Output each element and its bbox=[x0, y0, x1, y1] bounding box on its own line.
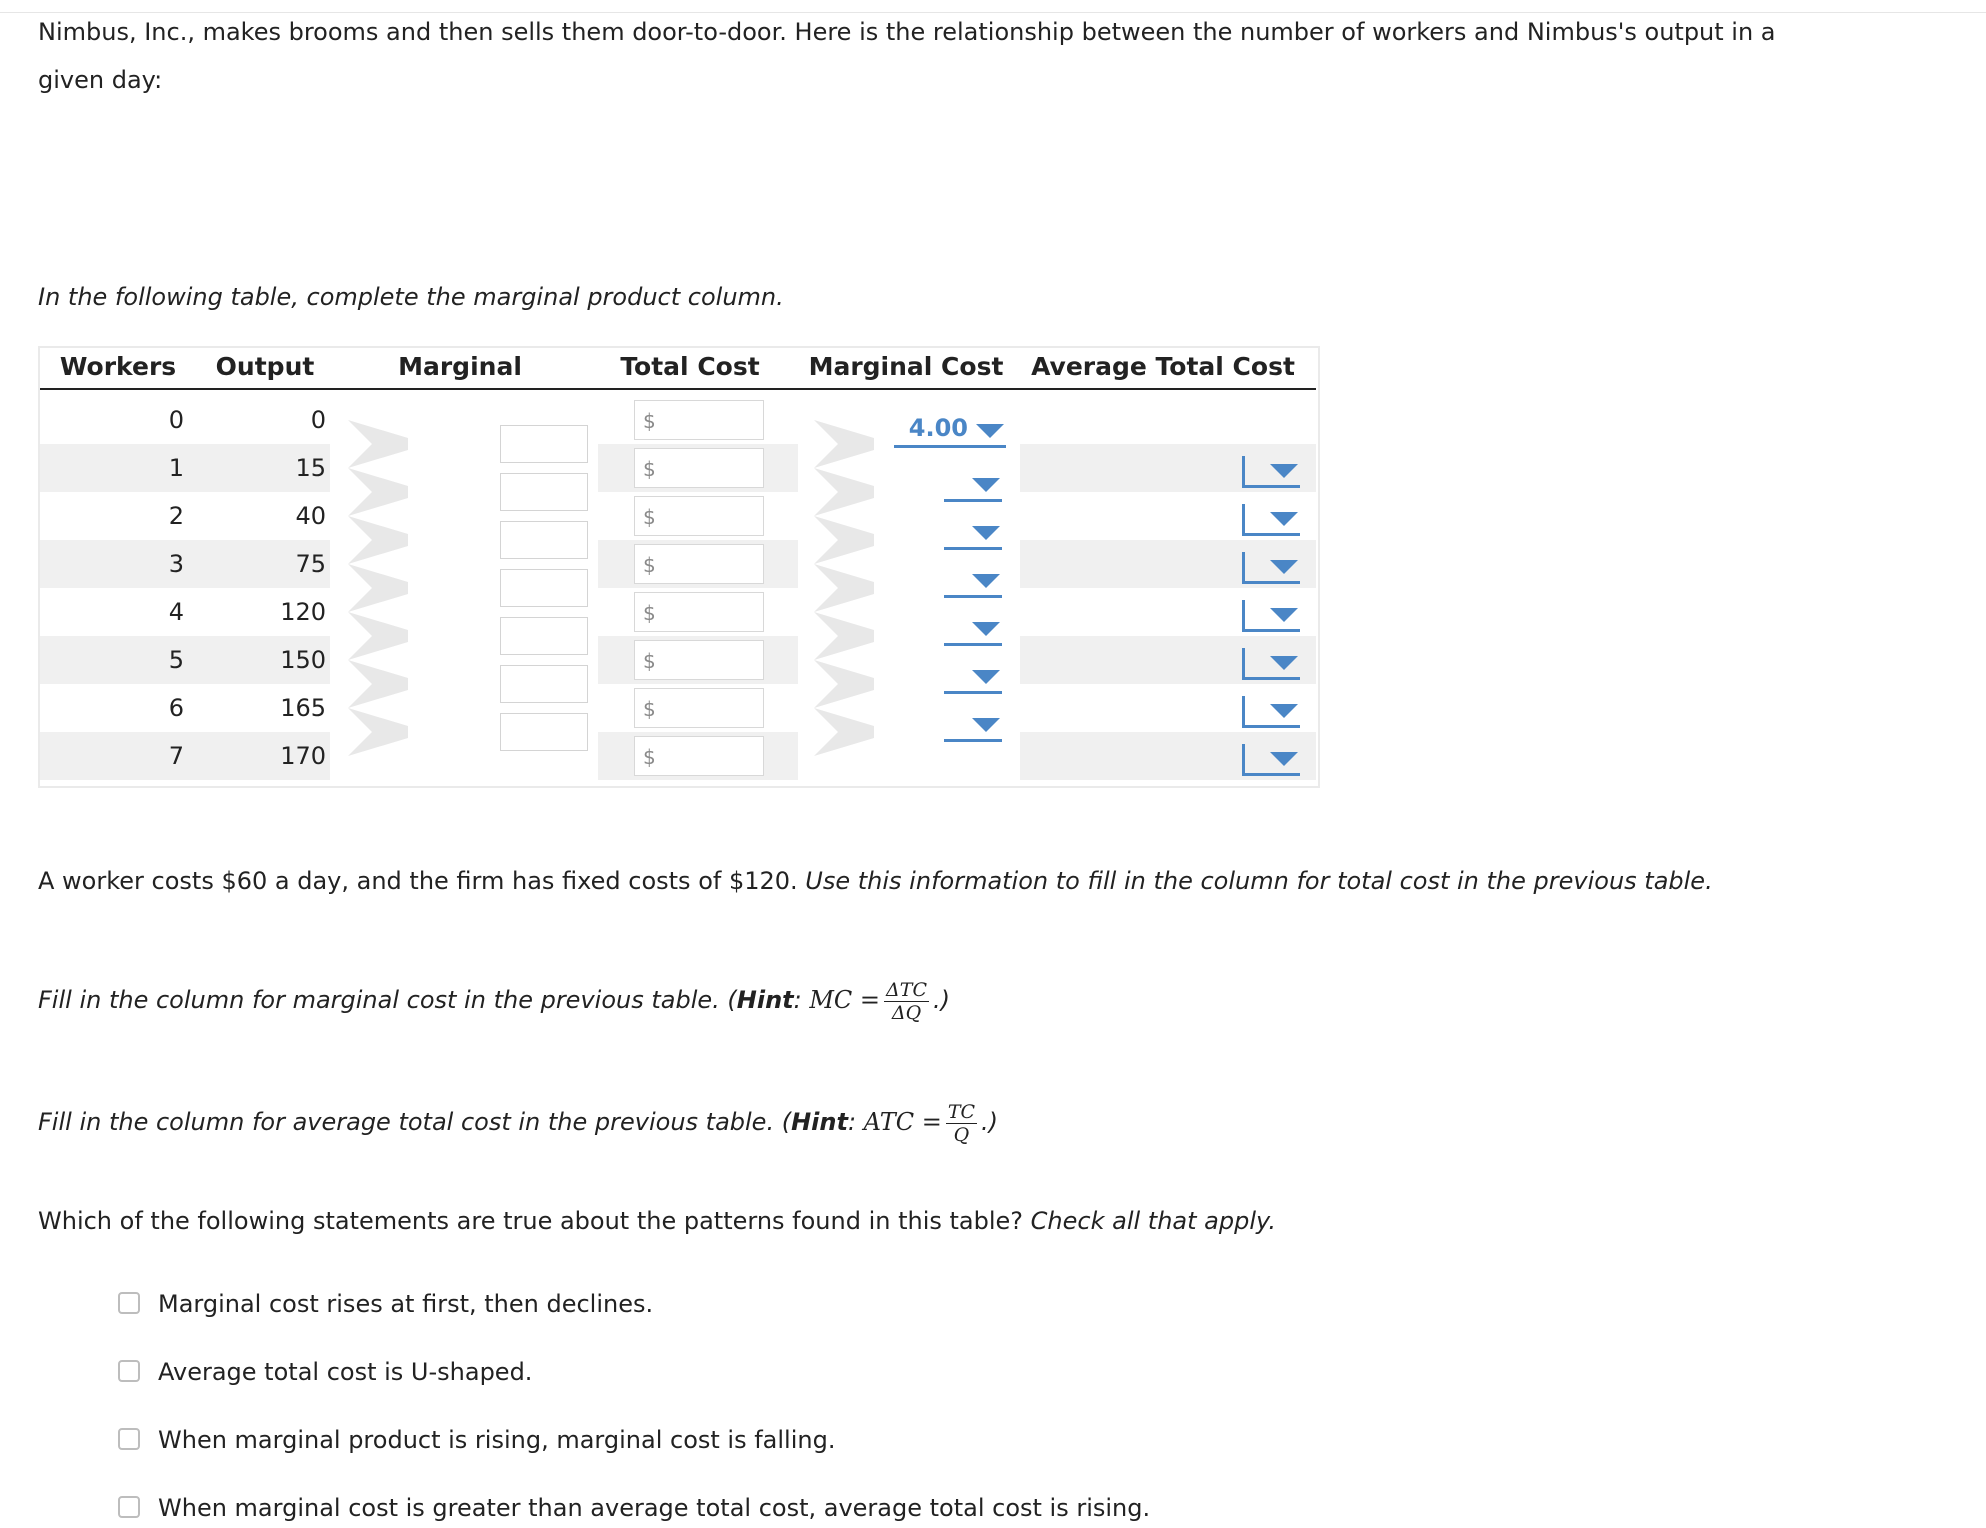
marginal-product-input[interactable] bbox=[500, 473, 588, 511]
intro-text bbox=[38, 8, 1838, 104]
dropdown-arrow-icon bbox=[972, 574, 1000, 588]
total-cost-input[interactable] bbox=[634, 640, 764, 680]
chevron-mp-icon bbox=[346, 706, 410, 758]
dollar-sign: $ bbox=[643, 601, 656, 625]
header-underline bbox=[40, 388, 1316, 390]
workers-cell: 4 bbox=[168, 598, 184, 626]
workers-cell: 1 bbox=[168, 454, 184, 482]
atc-hint-label: Hint bbox=[791, 1108, 848, 1136]
chevron-mc-icon bbox=[812, 514, 876, 566]
checkbox[interactable] bbox=[118, 1360, 140, 1382]
chevron-mp-icon bbox=[346, 658, 410, 710]
dropdown-bar bbox=[1242, 600, 1245, 632]
marginal-product-input[interactable] bbox=[500, 569, 588, 607]
dropdown-arrow-icon bbox=[1270, 752, 1298, 766]
instruction-marginal-product: In the following table, complete the marginal product column. bbox=[38, 283, 784, 311]
workers-cell: 7 bbox=[168, 742, 184, 770]
atc-prompt: Fill in the column for average total cost in the previous table. (Hint: ATC = $\frac{TC}{Q}$ .) bbox=[38, 1100, 999, 1146]
mc-prompt-close: .) bbox=[932, 986, 950, 1014]
dropdown-arrow-icon bbox=[1270, 464, 1298, 478]
chevron-mc-icon bbox=[812, 562, 876, 614]
output-cell: 165 bbox=[280, 694, 326, 722]
atc-fraction-denominator: Q bbox=[953, 1123, 970, 1146]
dropdown-bar bbox=[1242, 744, 1245, 776]
cost-info-text bbox=[38, 857, 1713, 905]
dropdown-arrow-icon bbox=[972, 526, 1000, 540]
mc-formula-lhs: MC = bbox=[809, 986, 881, 1014]
marginal-cost-dropdown[interactable] bbox=[944, 706, 1002, 742]
average-total-cost-dropdown[interactable] bbox=[1242, 740, 1300, 776]
dollar-sign: $ bbox=[643, 649, 656, 673]
dropdown-arrow-icon bbox=[972, 478, 1000, 492]
chevron-mc-icon bbox=[812, 658, 876, 710]
chevron-mp-icon bbox=[346, 610, 410, 662]
mc-hint-label: Hint bbox=[736, 986, 794, 1014]
dropdown-arrow-icon bbox=[976, 424, 1004, 438]
dollar-sign: $ bbox=[643, 505, 656, 529]
marginal-cost-dropdown[interactable] bbox=[944, 610, 1002, 646]
header-total-cost: Total Cost bbox=[620, 352, 760, 381]
header-marginal-product: Marginal bbox=[398, 352, 522, 381]
dollar-sign: $ bbox=[643, 745, 656, 769]
total-cost-input[interactable] bbox=[634, 400, 764, 440]
cost-info-italic: Use this information to fill in the column for total cost in the previous table. bbox=[805, 867, 1713, 895]
option-label: When marginal product is rising, marginal cost is falling. bbox=[158, 1426, 836, 1454]
question-text bbox=[38, 1197, 1276, 1245]
chevron-mp-icon bbox=[346, 514, 410, 566]
dollar-sign: $ bbox=[643, 457, 656, 481]
dropdown-arrow-icon bbox=[972, 670, 1000, 684]
mc-fraction-numerator: ΔTC bbox=[886, 978, 927, 1001]
dollar-sign: $ bbox=[643, 697, 656, 721]
dropdown-arrow-icon bbox=[1270, 608, 1298, 622]
atc-fraction-numerator: TC bbox=[947, 1100, 976, 1123]
mc-prompt-text: Fill in the column for marginal cost in the previous table. ( bbox=[38, 986, 737, 1014]
marginal-cost-dropdown[interactable] bbox=[944, 562, 1002, 598]
marginal-cost-selected-value: 4.00 bbox=[908, 414, 968, 442]
workers-cell: 5 bbox=[168, 646, 184, 674]
workers-cell: 6 bbox=[168, 694, 184, 722]
chevron-mc-icon bbox=[812, 706, 876, 758]
output-cell: 170 bbox=[280, 742, 326, 770]
output-cell: 150 bbox=[280, 646, 326, 674]
output-cell: 40 bbox=[295, 502, 326, 530]
output-cell: 15 bbox=[295, 454, 326, 482]
chevron-mp-icon bbox=[346, 466, 410, 518]
marginal-product-input[interactable] bbox=[500, 617, 588, 655]
output-cell: 0 bbox=[310, 406, 326, 434]
output-cell: 120 bbox=[280, 598, 326, 626]
chevron-mc-icon bbox=[812, 418, 876, 470]
question-italic: Check all that apply. bbox=[1030, 1207, 1276, 1235]
option-label: When marginal cost is greater than average total cost, average total cost is rising. bbox=[158, 1494, 1151, 1522]
average-total-cost-dropdown[interactable] bbox=[1242, 596, 1300, 632]
workers-cell: 2 bbox=[168, 502, 184, 530]
dollar-sign: $ bbox=[643, 553, 656, 577]
marginal-cost-dropdown[interactable] bbox=[944, 466, 1002, 502]
dropdown-arrow-icon bbox=[1270, 656, 1298, 670]
chevron-mc-icon bbox=[812, 610, 876, 662]
checkbox[interactable] bbox=[118, 1292, 140, 1314]
dropdown-bar bbox=[1242, 504, 1245, 536]
dropdown-arrow-icon bbox=[972, 622, 1000, 636]
mc-prompt: Fill in the column for marginal cost in the previous table. (Hint: MC = $\frac{\text{ΔTC}}{\Delta Q}$ .) bbox=[38, 978, 950, 1024]
cost-info-plain: A worker costs $60 a day, and the firm has fixed costs of $120. bbox=[38, 867, 806, 895]
marginal-cost-dropdown[interactable] bbox=[894, 412, 1006, 448]
dropdown-arrow-icon bbox=[1270, 560, 1298, 574]
average-total-cost-dropdown[interactable] bbox=[1242, 548, 1300, 584]
tc-column-sep bbox=[596, 396, 598, 780]
question-plain: Which of the following statements are true about the patterns found in this table? bbox=[38, 1207, 1031, 1235]
marginal-product-input[interactable] bbox=[500, 521, 588, 559]
mc-fraction bbox=[884, 979, 929, 1024]
marginal-cost-dropdown[interactable] bbox=[944, 514, 1002, 550]
atc-fraction bbox=[946, 1101, 977, 1146]
marginal-product-input[interactable] bbox=[500, 665, 588, 703]
checkbox[interactable] bbox=[118, 1496, 140, 1518]
option-label: Marginal cost rises at first, then declines. bbox=[158, 1290, 654, 1318]
chevron-mp-icon bbox=[346, 418, 410, 470]
dropdown-bar bbox=[1242, 552, 1245, 584]
header-marginal-cost: Marginal Cost bbox=[808, 352, 1004, 381]
intro-line-2: given day: bbox=[38, 66, 163, 94]
output-cell: 75 bbox=[295, 550, 326, 578]
total-cost-input[interactable] bbox=[634, 544, 764, 584]
atc-prompt-close: .) bbox=[981, 1108, 999, 1136]
total-cost-input[interactable] bbox=[634, 448, 764, 488]
header-workers: Workers bbox=[59, 352, 177, 381]
marginal-product-input[interactable] bbox=[500, 425, 588, 463]
marginal-cost-dropdown[interactable] bbox=[944, 658, 1002, 694]
header-average-total-cost: Average Total Cost bbox=[1031, 352, 1295, 381]
chevron-mp-icon bbox=[346, 562, 410, 614]
dropdown-bar bbox=[1242, 456, 1245, 488]
chevron-mc-icon bbox=[812, 466, 876, 518]
average-total-cost-dropdown[interactable] bbox=[1242, 692, 1300, 728]
total-cost-input[interactable] bbox=[634, 736, 764, 776]
dollar-sign: $ bbox=[643, 409, 656, 433]
mc-fraction-denominator: ΔQ bbox=[891, 1001, 922, 1024]
workers-cell: 0 bbox=[168, 406, 184, 434]
dropdown-arrow-icon bbox=[1270, 704, 1298, 718]
dropdown-arrow-icon bbox=[1270, 512, 1298, 526]
average-total-cost-dropdown[interactable] bbox=[1242, 500, 1300, 536]
average-total-cost-dropdown[interactable] bbox=[1242, 644, 1300, 680]
dropdown-bar bbox=[1242, 696, 1245, 728]
total-cost-input[interactable] bbox=[634, 592, 764, 632]
header-output: Output bbox=[215, 352, 315, 381]
workers-cell: 3 bbox=[168, 550, 184, 578]
option-label: Average total cost is U-shaped. bbox=[158, 1358, 533, 1386]
cost-table bbox=[38, 346, 1318, 786]
atc-formula-lhs: ATC = bbox=[863, 1108, 942, 1136]
total-cost-input[interactable] bbox=[634, 496, 764, 536]
average-total-cost-dropdown[interactable] bbox=[1242, 452, 1300, 488]
checkbox[interactable] bbox=[118, 1428, 140, 1450]
dropdown-bar bbox=[1242, 648, 1245, 680]
total-cost-input[interactable] bbox=[634, 688, 764, 728]
dropdown-arrow-icon bbox=[972, 718, 1000, 732]
intro-line-1: Nimbus, Inc., makes brooms and then sells them door-to-door. Here is the relationship between the number of workers and Nimbus's output in a bbox=[38, 18, 1776, 46]
marginal-product-input[interactable] bbox=[500, 713, 588, 751]
atc-prompt-text: Fill in the column for average total cost in the previous table. ( bbox=[38, 1108, 792, 1136]
